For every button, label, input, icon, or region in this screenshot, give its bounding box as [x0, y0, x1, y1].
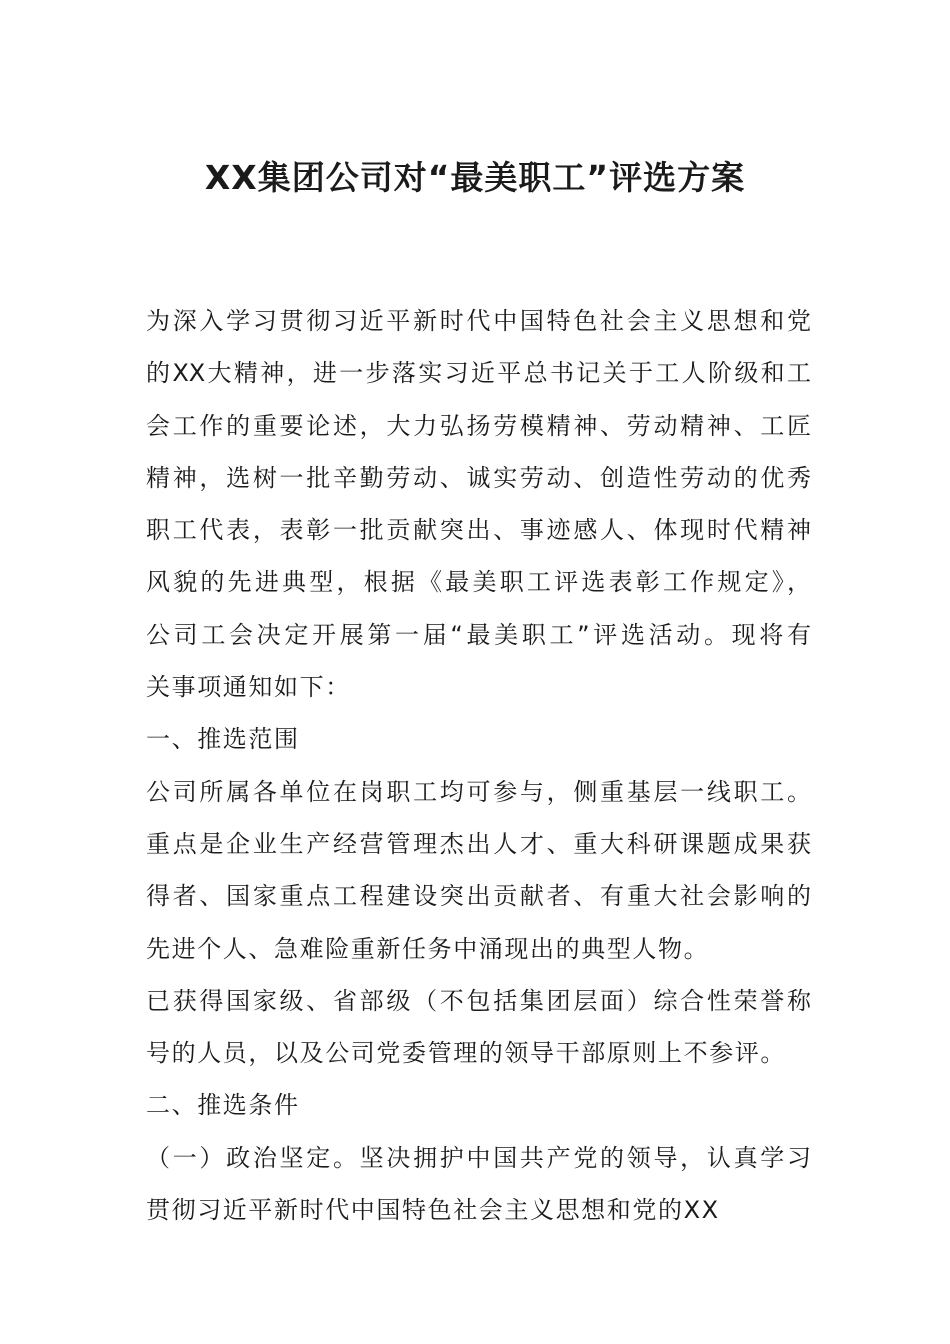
paragraph-line: 重点是企业生产经营管理杰出人才、重大科研课题成果获	[146, 829, 811, 858]
paragraph-line: 风貌的先进典型，根据《最美职工评选表彰工作规定》，	[146, 568, 811, 597]
paragraph-line: 关事项通知如下：	[146, 673, 351, 702]
paragraph-line: 公司所属各单位在岗职工均可参与，侧重基层一线职工。	[146, 777, 811, 806]
paragraph-line: 已获得国家级、省部级（不包括集团层面）综合性荣誉称	[146, 986, 811, 1015]
paragraph-line: 会工作的重要论述，大力弘扬劳模精神、劳动精神、工匠	[146, 411, 811, 440]
section-heading: 一、推选范围	[146, 725, 300, 754]
section-heading: 二、推选条件	[146, 1091, 300, 1120]
paragraph-line: 精神，选树一批辛勤劳动、诚实劳动、创造性劳动的优秀	[146, 463, 811, 492]
paragraph-line: 号的人员，以及公司党委管理的领导干部原则上不参评。	[146, 1039, 786, 1068]
paragraph-line: 的XX大精神，进一步落实习近平总书记关于工人阶级和工	[146, 359, 811, 388]
paragraph-line: （一）政治坚定。坚决拥护中国共产党的领导，认真学习	[146, 1143, 811, 1172]
paragraph-line: 职工代表，表彰一批贡献突出、事迹感人、体现时代精神	[146, 516, 811, 545]
document-body	[146, 295, 811, 1236]
paragraph-line: 公司工会决定开展第一届“最美职工”评选活动。现将有	[146, 620, 811, 649]
document-title: XX集团公司对“最美职工”评选方案	[204, 158, 746, 197]
paragraph-line: 先进个人、急难险重新任务中涌现出的典型人物。	[146, 934, 710, 963]
paragraph-line: 得者、国家重点工程建设突出贡献者、有重大社会影响的	[146, 882, 811, 911]
paragraph-line: 贯彻习近平新时代中国特色社会主义思想和党的XX	[146, 1196, 720, 1225]
paragraph-line: 为深入学习贯彻习近平新时代中国特色社会主义思想和党	[146, 307, 811, 335]
